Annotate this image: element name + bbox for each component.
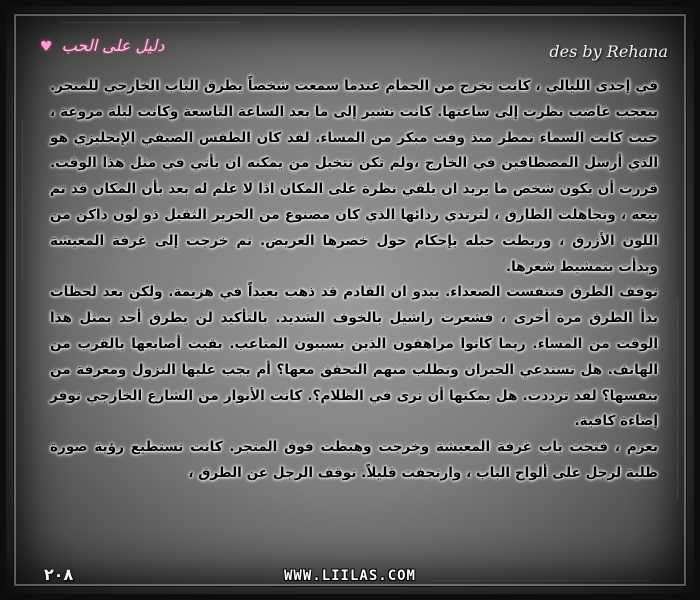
heart-icon: ♥ bbox=[40, 39, 53, 55]
grunge-scratch bbox=[22, 120, 23, 280]
site-watermark: WWW.LIILAS.COM bbox=[283, 568, 416, 584]
book-title bbox=[40, 36, 164, 55]
paragraph: بعزم ، فتحت باب غرفة المعيشة وخرجت وهبطت فوق المتجر. كانت تستطيع رؤية صورة ظلية لرجل على ألواح الباب ، وارتجفت قليلاً. توقف الرجل عن الطرق ، bbox=[50, 439, 658, 481]
story-text bbox=[50, 74, 658, 487]
paragraph: توقف الطرق فتنفست الصعداء. يبدو ان القادم قد ذهب بعيداً في هزيمة. ولكن بعد لحظات بدأ الطرق مرة أخرى ، فشعرت راشيل بالخوف الشديد. بالتأكيد لن يطرق أحد بمثل هذا الوقت من المساء. ربما كانوا مراهقون الذين يسببون المتاعب. بقيت أصابعها بالقرب من الهاتف. هل تستدعي الجيران وتطلب منهم التحقق معها؟ أم يجب عليها النزول ومعرفة من بنفسها؟ لقد ترددت. هل يمكنها أن ترى في الظلام؟. كانت الأنوار من الشارع الخارجي توفر إضاءة كافية. bbox=[50, 284, 658, 430]
page-number: ٢٠٨ bbox=[44, 565, 74, 584]
grunge-scratch bbox=[677, 300, 678, 500]
grunge-scratch bbox=[60, 22, 240, 23]
paragraph: في إحدى الليالي ، كانت تخرج من الحمام عندما سمعت شخصاً يطرق الباب الخارجي للمتجر. بتعجب غاضب نظرت إلى ساعتها. كانت تشير إلى ما بعد الساعة التاسعة وكانت ليلة مروعة ، حيث كانت السماء تمطر منذ وقت مبكر من المساء. لقد كان الطقس الصيفي الإنجليزي هو الذي أرسل المصطافين في الخارج ،ولم تكن تتخيل من يمكنه ان يأتي في مثل هذا الوقت. قررت أن يكون شخص ما يريد ان يلقي نظرة على المكان اذا لا علم له بعد بأن المكان قد تم بيعه ، وتجاهلت الطارق ، لترتدي ردائها الذي كان مصنوع من الحرير الثقيل ذو لون داكن من اللون الأزرق ، وربطت حبله بإحكام حول خصرها العريض. ثم خرجت إلى غرفة المعيشة وبدأت بتمشيط شعرها. bbox=[50, 78, 658, 275]
designer-credit: des by Rehana bbox=[549, 42, 668, 61]
book-title-text: دليل على الحب bbox=[61, 36, 165, 55]
